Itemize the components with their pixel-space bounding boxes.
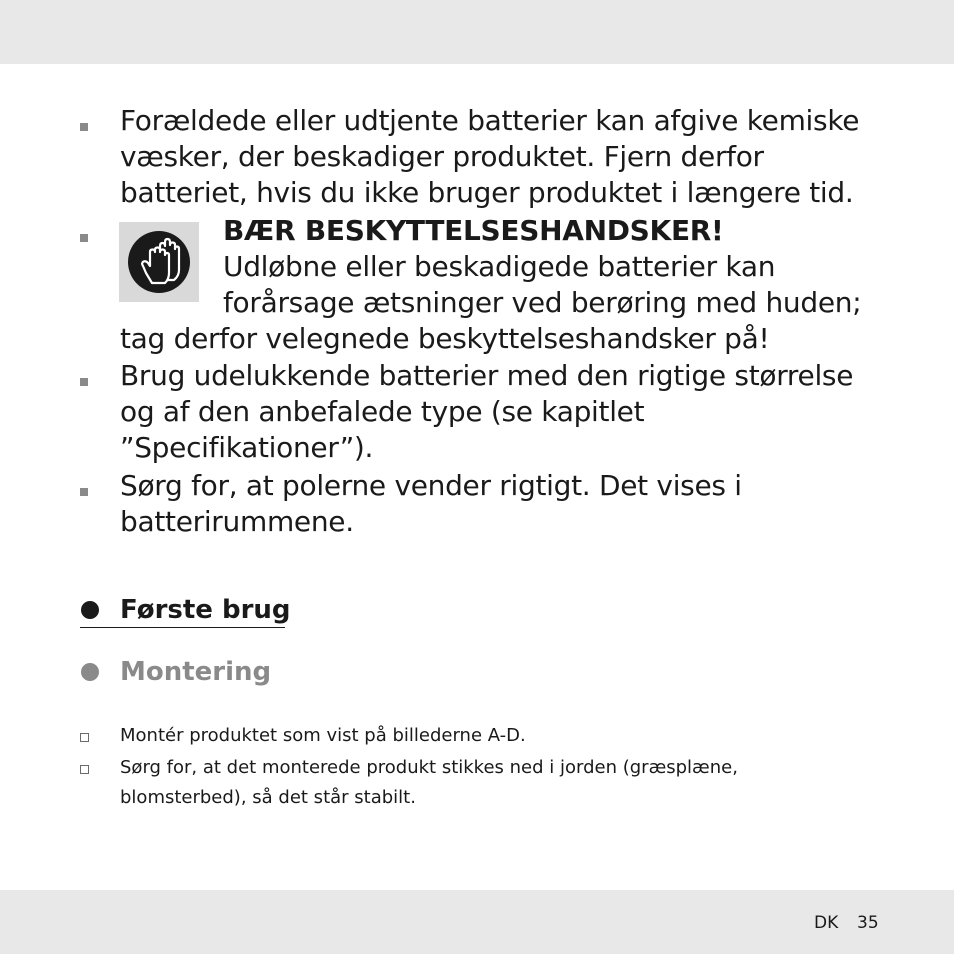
list-bullet [80, 123, 88, 131]
list-item-text: ”Specifikationer”). [120, 431, 374, 464]
step-text: blomsterbed), så det står stabilt. [120, 787, 416, 808]
list-item-text: batteriet, hvis du ikke bruger produktet i længere tid. [120, 176, 854, 209]
list-bullet [80, 488, 88, 496]
list-item-text: og af den anbefalede type (se kapitlet [120, 395, 645, 428]
footer-band [0, 890, 954, 954]
section-heading-assembly: Montering [120, 657, 272, 687]
list-item-text: forårsage ætsninger ved berøring med huden; [223, 286, 862, 319]
protective-gloves-icon [119, 222, 199, 302]
list-item-text: Forældede eller udtjente batterier kan afgive kemiske [120, 104, 860, 137]
warning-title: BÆR BESKYTTELSESHANDSKER! [223, 214, 724, 247]
step-checkbox-icon [80, 765, 89, 774]
step-text: Montér produktet som vist på billederne A-D. [120, 725, 526, 746]
list-item-text: batterirummene. [120, 505, 354, 538]
list-item-text: Brug udelukkende batterier med den rigtige størrelse [120, 359, 854, 392]
section-bullet [81, 663, 99, 681]
list-bullet [80, 378, 88, 386]
footer-language: DK [814, 913, 839, 933]
list-item-text: Sørg for, at polerne vender rigtigt. Det vises i [120, 469, 742, 502]
list-item-text: væsker, der beskadiger produktet. Fjern derfor [120, 140, 764, 173]
step-checkbox-icon [80, 733, 89, 742]
step-text: Sørg for, at det monterede produkt stikkes ned i jorden (græsplæne, [120, 757, 738, 778]
list-bullet [80, 234, 88, 242]
list-item-text: Udløbne eller beskadigede batterier kan [223, 250, 776, 283]
list-item-text: tag derfor velegnede beskyttelseshandsker på! [120, 322, 770, 355]
section-bullet [81, 601, 99, 619]
page-number: 35 [857, 913, 879, 933]
warning-icon-box [119, 222, 199, 302]
section-heading-underline [80, 627, 285, 628]
header-band [0, 0, 954, 64]
section-heading-first-use: Første brug [120, 595, 291, 625]
